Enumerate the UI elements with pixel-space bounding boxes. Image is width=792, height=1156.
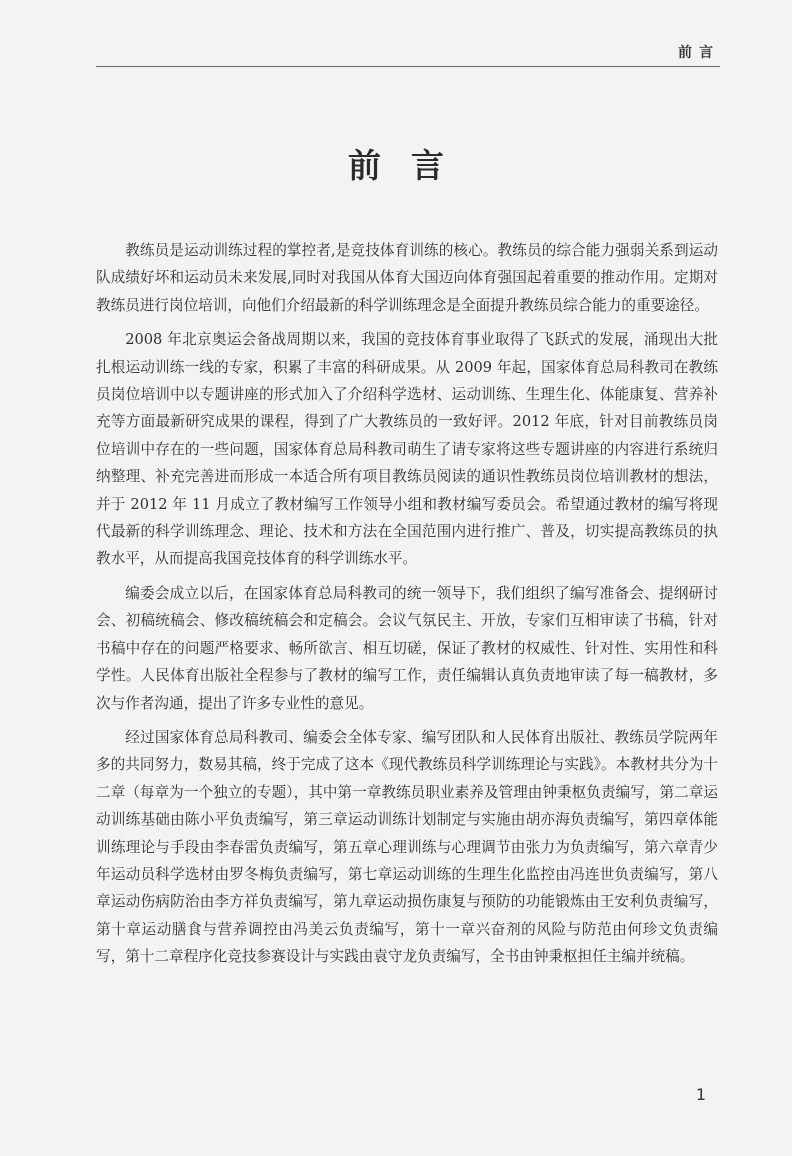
running-header-title: 前言 bbox=[678, 45, 720, 61]
paragraph-3: 编委会成立以后，在国家体育总局科教司的统一领导下，我们组织了编写准备会、提纲研讨会、初稿统稿会、修改稿统稿会和定稿会。会议气氛民主、开放，专家们互相审读了书稿，针对书稿中存在的问题严格要求、畅所欲言、相互切磋，保证了教材的权威性、针对性、实用性和科学性。人民体育出版社全程参与了教材的编写工作，责任编辑认真负责地审读了每一稿教材，多次与作者沟通，提出了许多专业性的意见。 bbox=[96, 584, 718, 712]
page-number: 1 bbox=[695, 1085, 706, 1104]
paragraph-1: 教练员是运动训练过程的掌控者,是竞技体育训练的核心。教练员的综合能力强弱关系到运动队成绩好坏和运动员未来发展,同时对我国从体育大国迈向体育强国起着重要的推动作用。定期对教练员进行岗位培训，向他们介绍最新的科学训练理念是全面提升教练员综合能力的重要途径。 bbox=[96, 242, 718, 314]
page-title: 前言 bbox=[348, 146, 474, 185]
paragraph-4: 经过国家体育总局科教司、编委会全体专家、编写团队和人民体育出版社、教练员学院两年多的共同努力，数易其稿，终于完成了这本《现代教练员科学训练理论与实践》。本教材共分为十二章（每章为一个独立的专题），其中第一章教练员职业素养及管理由钟秉枢负责编写，第二章运动训练基础由陈小平负责编写，第三章运动训练计划制定与实施由胡亦海负责编写，第四章体能训练理论与手段由李春雷负责编写，第五章心理训练与心理调节由张力为负责编写，第六章青少年运动员科学选材由罗冬梅负责编写，第七章运动训练的生理生化监控由冯连世负责编写，第八章运动伤病防治由李方祥负责编写，第九章运动损伤康复与预防的功能锻炼由王安利负责编写，第十章运动膳食与营养调控由冯美云负责编写，第十一章兴奋剂的风险与防范由何珍文负责编写，第十二章程序化竞技参赛设计与实践由袁守龙负责编写，全书由钟秉枢担任主编并统稿。 bbox=[96, 728, 718, 966]
running-header bbox=[96, 40, 720, 67]
paragraph-2: 2008 年北京奥运会备战周期以来，我国的竞技体育事业取得了飞跃式的发展，涌现出大批扎根运动训练一线的专家，积累了丰富的科研成果。从 2009 年起，国家体育总局科教司在教练员岗位培训中以专题讲座的形式加入了介绍科学选材、运动训练、生理生化、体能康复、营养补充等方面最新研究成果的课程，得到了广大教练员的一致好评。2012 年底，针对目前教练员岗位培训中存在的一些问题，国家体育总局科教司萌生了请专家将这些专题讲座的内容进行系统归纳整理、补充完善进而形成一本适合所有项目教练员阅读的通识性教练员岗位培训教材的想法，并于 2012 年 11 月成立了教材编写工作领导小组和教材编写委员会。希望通过教材的编写将现代最新的科学训练理念、理论、技术和方法在全国范围内进行推广、普及，切实提高教练员的执教水平，从而提高我国竞技体育的科学训练水平。 bbox=[96, 331, 718, 568]
body-text bbox=[96, 237, 718, 978]
